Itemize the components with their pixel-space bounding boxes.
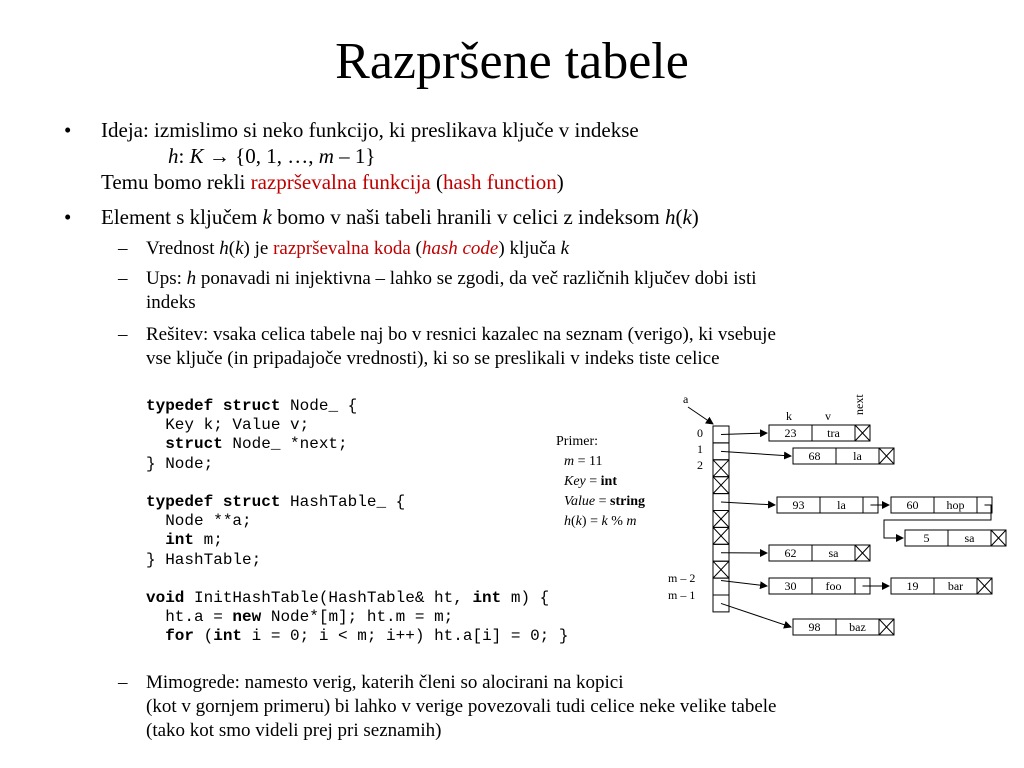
primer-hash: h(k) = k % m bbox=[564, 514, 637, 529]
link-cell-m1 bbox=[721, 603, 791, 627]
node-value: sa bbox=[828, 546, 839, 560]
index-m1-label: m – 1 bbox=[668, 588, 696, 602]
list-node bbox=[891, 497, 992, 513]
list-node bbox=[793, 448, 894, 464]
index-1-label: 1 bbox=[697, 442, 703, 456]
primer-key: Key = int bbox=[564, 474, 618, 489]
node-key: 5 bbox=[923, 531, 930, 545]
array-cells bbox=[713, 426, 729, 612]
node-value: bar bbox=[947, 579, 964, 593]
node-value: hop bbox=[946, 498, 965, 512]
bullet-1-line3: Temu bomo rekli razprševalna funkcija (hash function) bbox=[101, 170, 564, 194]
node-value: sa bbox=[964, 531, 975, 545]
node-key: 68 bbox=[808, 449, 821, 463]
list-node bbox=[769, 578, 870, 594]
bullet-1-text: Ideja: izmislimo si neko funkcijo, ki preslikava ključe v indekse bbox=[101, 118, 639, 142]
primer-label: Primer: bbox=[556, 434, 598, 449]
node-key: 93 bbox=[792, 498, 805, 512]
sub-3-marker: – bbox=[118, 324, 128, 345]
index-m2-label: m – 2 bbox=[668, 571, 696, 585]
node-key: 98 bbox=[808, 620, 821, 634]
sub-2-line2: indeks bbox=[146, 292, 196, 313]
col-v-header: v bbox=[825, 409, 831, 423]
primer-value: Value = string bbox=[564, 494, 646, 509]
link-60-5 bbox=[884, 505, 991, 538]
link-cell-m2 bbox=[721, 581, 767, 586]
sub-2-marker: – bbox=[118, 268, 128, 289]
sub-1-text: Vrednost h(k) je razprševalna koda (hash code) ključa k bbox=[146, 238, 570, 259]
array-a-label: a bbox=[683, 392, 689, 406]
sub-4-line3: (tako kot smo videli prej pri seznamih) bbox=[146, 720, 442, 741]
index-2-label: 2 bbox=[697, 458, 703, 472]
link-cell1 bbox=[721, 451, 791, 456]
list-node bbox=[891, 578, 992, 594]
sub-1-marker: – bbox=[118, 238, 128, 259]
node-key: 23 bbox=[784, 426, 797, 440]
link-cell0 bbox=[721, 433, 767, 434]
col-next-header: next bbox=[852, 394, 866, 415]
sub-4-line2: (kot v gornjem primeru) bi lahko v verige povezovali tudi celice neke velike tabele bbox=[146, 696, 777, 717]
node-key: 30 bbox=[784, 579, 797, 593]
primer-m: m = 11 bbox=[564, 454, 603, 469]
bullet-2-marker: • bbox=[64, 205, 72, 229]
code-block: typedef struct Node_ { Key k; Value v; struct Node_ *next; } Node; typedef struct HashTable_ { Node **a; int m; } HashTable; void InitHashTable(HashTable& ht, int m) { ht.a = new Node*[m]; ht.m = m; for (int i = 0; i < m; i++) ht.a[i] = 0; } bbox=[146, 397, 569, 646]
sub-4-line1: Mimogrede: namesto verig, katerih členi so alocirani na kopici bbox=[146, 672, 624, 693]
hash-function-formula: h: K → {0, 1, …, m – 1} bbox=[168, 144, 376, 168]
node-value: foo bbox=[825, 579, 842, 593]
node-key: 62 bbox=[784, 546, 797, 560]
list-node bbox=[777, 497, 878, 513]
sub-3-line2: vse ključe (in pripadajoče vrednosti), ki so se preslikali v indeks tiste celice bbox=[146, 348, 720, 369]
list-node bbox=[793, 619, 894, 635]
list-nodes bbox=[769, 425, 1006, 635]
sub-3-line1: Rešitev: vsaka celica tabele naj bo v resnici kazalec na seznam (verigo), ki vsebuje bbox=[146, 324, 776, 345]
array-pointer-arrow bbox=[688, 407, 713, 424]
list-node bbox=[769, 545, 870, 561]
node-value: tra bbox=[827, 426, 840, 440]
bullet-1-marker: • bbox=[64, 118, 72, 142]
node-value: la bbox=[837, 498, 846, 512]
node-value: baz bbox=[849, 620, 866, 634]
index-0-label: 0 bbox=[697, 426, 703, 440]
sub-4-marker: – bbox=[118, 672, 128, 693]
node-key: 19 bbox=[906, 579, 919, 593]
slide-title: Razpršene tabele bbox=[335, 33, 689, 90]
node-key: 60 bbox=[906, 498, 919, 512]
node-value: la bbox=[853, 449, 862, 463]
list-node bbox=[769, 425, 870, 441]
col-k-header: k bbox=[786, 409, 792, 423]
bullet-2-text: Element s ključem k bomo v naši tabeli hranili v celici z indeksom h(k) bbox=[101, 205, 699, 229]
list-node bbox=[905, 530, 1006, 546]
sub-2-line1: Ups: h ponavadi ni injektivna – lahko se zgodi, da več različnih ključev dobi isti bbox=[146, 268, 757, 289]
